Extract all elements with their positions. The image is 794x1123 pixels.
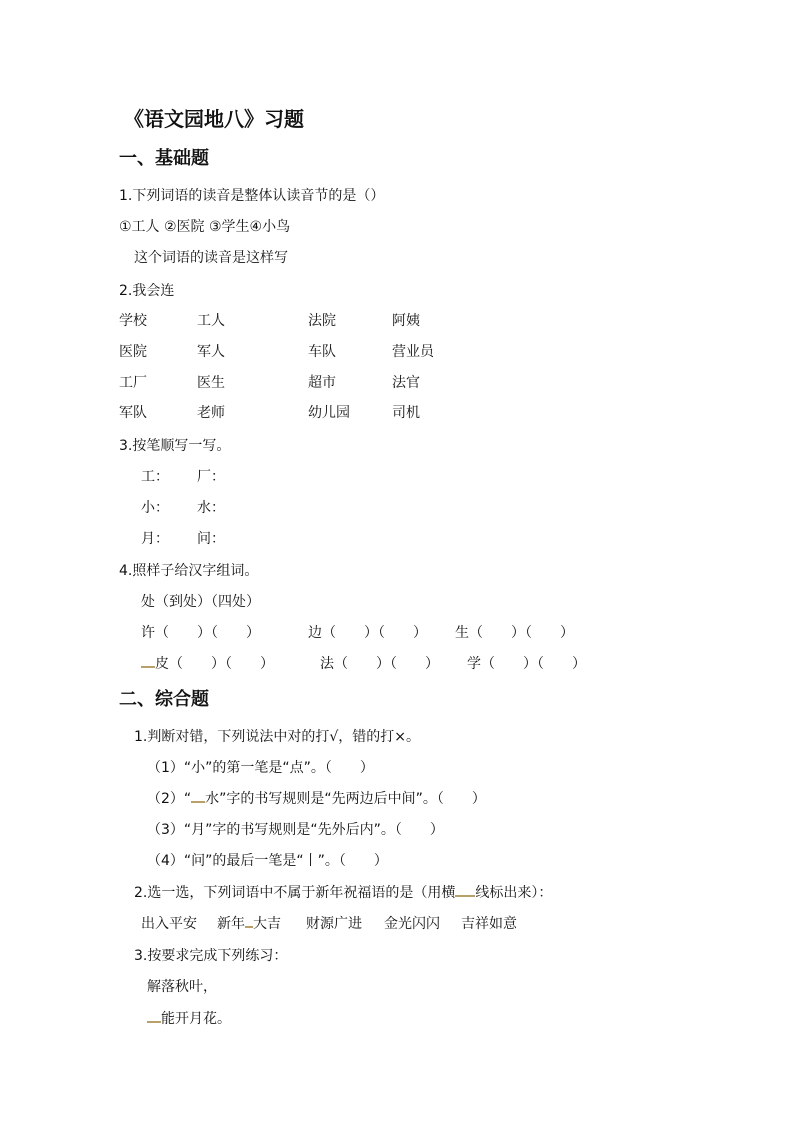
match-cell: 学校 xyxy=(119,313,147,329)
stroke-char: 水： xyxy=(197,500,225,516)
judge-prefix: （2）“ xyxy=(147,791,192,807)
blank-underline xyxy=(245,917,253,928)
word-group-item: 学（ ）（ ） xyxy=(467,656,586,672)
question-1-2: 2.我会连 xyxy=(119,283,175,299)
question-2-3: 3.按要求完成下列练习： xyxy=(134,948,288,964)
judge-rest: 水”字的书写规则是“先两边后中间”。（ ） xyxy=(205,791,486,807)
match-cell: 车队 xyxy=(308,344,336,360)
stroke-char: 小： xyxy=(141,500,169,516)
section-heading-comprehensive: 二、综合题 xyxy=(119,689,209,710)
match-cell: 营业员 xyxy=(392,344,434,360)
question-1-1-options: ①工人 ②医院 ③学生④小鸟 xyxy=(119,219,291,235)
blessing-word: 财源广进 xyxy=(306,916,362,932)
match-cell: 阿姨 xyxy=(392,313,420,329)
match-cell: 法院 xyxy=(308,313,336,329)
stroke-char: 月： xyxy=(141,531,169,547)
match-cell: 幼儿园 xyxy=(308,405,350,421)
word-group-text: 皮（ ）（ ） xyxy=(155,656,274,672)
question-2-2-prefix: 2.选一选，下列词语中不属于新年祝福语的是（用横 xyxy=(134,885,456,901)
judge-item: （4）“问”的最后一笔是“丨”。（ ） xyxy=(147,853,388,869)
poem-line-text: 能开月花。 xyxy=(161,1011,231,1027)
match-cell: 医院 xyxy=(119,344,147,360)
question-1-4-example: 处（到处）（四处） xyxy=(141,594,260,610)
poem-line: 解落秋叶， xyxy=(147,979,217,995)
blank-underline xyxy=(455,886,475,897)
stroke-char: 工： xyxy=(141,469,169,485)
poem-line xyxy=(147,1010,231,1028)
match-cell: 工厂 xyxy=(119,375,147,391)
blessing-word-rest: 大吉 xyxy=(253,916,281,932)
section-heading-basic: 一、基础题 xyxy=(119,148,209,169)
match-cell: 医生 xyxy=(197,375,225,391)
match-cell: 工人 xyxy=(197,313,225,329)
blank-underline xyxy=(141,657,155,668)
judge-item: （1）“小”的第一笔是“点”。（ ） xyxy=(147,760,374,776)
question-1-3: 3.按笔顺写一写。 xyxy=(119,438,231,454)
word-group-item: 法（ ）（ ） xyxy=(320,656,439,672)
match-cell: 老师 xyxy=(197,405,225,421)
match-cell: 法官 xyxy=(392,375,420,391)
page-title: 《语文园地八》习题 xyxy=(124,107,304,131)
word-group-item: 生（ ）（ ） xyxy=(455,625,574,641)
blank-underline xyxy=(191,792,205,803)
blessing-word: 吉祥如意 xyxy=(461,916,517,932)
question-2-2-suffix: 线标出来）： xyxy=(475,885,553,901)
blessing-word: 金光闪闪 xyxy=(384,916,440,932)
question-1-1-note: 这个词语的读音是这样写 xyxy=(134,250,288,266)
stroke-char: 厂： xyxy=(197,469,225,485)
blessing-word-prefix: 新年 xyxy=(217,916,245,932)
match-cell: 军队 xyxy=(119,405,147,421)
blessing-word xyxy=(217,915,281,933)
match-cell: 军人 xyxy=(197,344,225,360)
blessing-word: 出入平安 xyxy=(141,916,197,932)
question-2-2 xyxy=(134,884,552,902)
judge-item: （3）“月”字的书写规则是“先外后内”。（ ） xyxy=(147,822,444,838)
question-1-1: 1.下列词语的读音是整体认读音节的是（） xyxy=(119,188,385,204)
stroke-char: 问： xyxy=(197,531,225,547)
blank-underline xyxy=(147,1012,161,1023)
match-cell: 司机 xyxy=(392,405,420,421)
match-cell: 超市 xyxy=(308,375,336,391)
question-2-1: 1.判断对错，下列说法中对的打√，错的打×。 xyxy=(134,729,421,745)
question-1-4: 4.照样子给汉字组词。 xyxy=(119,563,259,579)
judge-item xyxy=(147,790,486,808)
word-group-item: 边（ ）（ ） xyxy=(308,625,427,641)
word-group-item xyxy=(141,655,274,673)
word-group-item: 许（ ）（ ） xyxy=(141,625,260,641)
